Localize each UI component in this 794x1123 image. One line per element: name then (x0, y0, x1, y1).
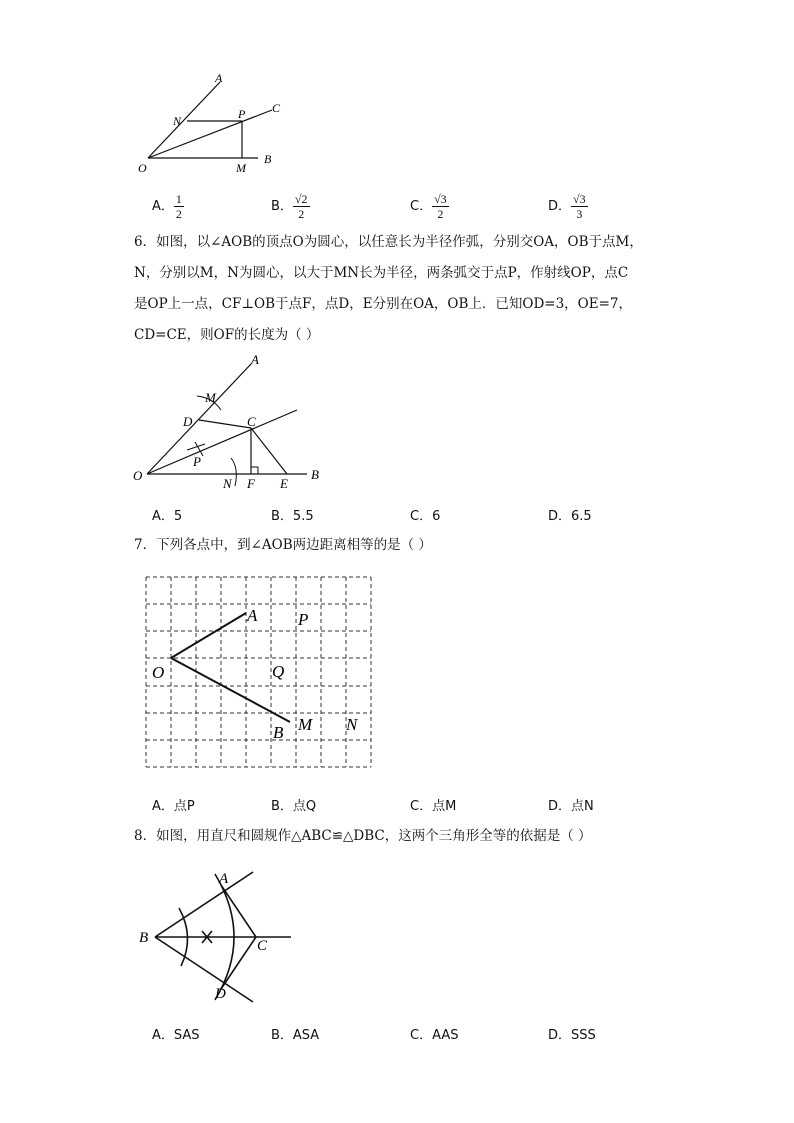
q8-option-c: C．AAS (410, 1028, 459, 1043)
q8-option-b: B．ASA (271, 1028, 320, 1043)
q5-figure (130, 70, 290, 180)
q8-label-d: D (215, 986, 226, 1002)
q5-label-m: M (236, 161, 246, 175)
q6-label-c: C (247, 414, 256, 429)
q6-label-m: M (205, 390, 216, 405)
q7-option-c: C．点M (410, 799, 457, 814)
q7-label-a: A (247, 606, 258, 625)
q5-label-a: A (215, 71, 223, 85)
q6-stem-line4: CD=CE，则OF的长度为（ ） (134, 327, 320, 343)
q6-stem-line3: 是OP上一点，CF⊥OB于点F，点D，E分别在OA，OB上．已知OD=3，OE=7， (134, 296, 632, 312)
q6-option-a: A．5 (152, 509, 183, 524)
q5-option-c: C． $\frac{√3}{2}$ (410, 192, 447, 221)
q6-label-n: N (223, 476, 232, 491)
q6-label-o: O (133, 468, 143, 483)
q6-label-e: E (280, 476, 288, 491)
q7-option-a: A．点P (152, 799, 195, 814)
q5-option-b: B． $\frac{√2}{2}$ (271, 192, 308, 221)
q6-option-c: C．6 (410, 509, 441, 524)
q8-figure (135, 862, 300, 1007)
q8-stem: 8．如图，用直尺和圆规作△ABC≌△DBC，这两个三角形全等的依据是（ ） (134, 828, 592, 844)
q7-option-d: D．点N (548, 799, 594, 814)
q5-label-c: C (272, 101, 281, 115)
q6-option-d: D．6.5 (548, 509, 592, 524)
q5-label-p: P (238, 107, 246, 121)
q6-label-d: D (183, 414, 193, 429)
q5-option-a: A． $\frac{1}{2}$ (152, 192, 182, 221)
q5-label-o: O (138, 161, 147, 175)
q7-option-b: B．点Q (271, 799, 317, 814)
q7-label-q: Q (272, 662, 285, 681)
q6-figure (125, 350, 335, 495)
q6-stem-line1: 6．如图，以∠AOB的顶点O为圆心，以任意长为半径作弧，分别交OA，OB于点M， (134, 234, 643, 250)
q8-label-b: B (139, 930, 149, 946)
q6-label-p: P (193, 454, 201, 469)
q8-option-d: D．SSS (548, 1028, 596, 1043)
q5-label-b: B (264, 152, 272, 166)
q7-label-o: O (152, 663, 165, 682)
q7-label-n: N (346, 715, 358, 734)
q7-label-m: M (298, 715, 313, 734)
q7-grid-figure (140, 570, 380, 775)
q7-stem: 7．下列各点中，到∠AOB两边距离相等的是（ ） (134, 537, 432, 553)
q7-label-p: P (298, 610, 309, 629)
q8-option-a: A．SAS (152, 1028, 200, 1043)
q6-label-b: B (311, 467, 319, 482)
q8-label-c: C (257, 938, 268, 954)
q6-label-f: F (247, 476, 255, 491)
q5-option-d: D． $\frac{√3}{3}$ (548, 192, 586, 221)
q7-label-b: B (273, 723, 284, 742)
q6-stem-line2: N，分别以M，N为圆心，以大于MN长为半径，两条弧交于点P，作射线OP，点C (134, 265, 629, 281)
q8-label-a: A (219, 871, 229, 887)
q6-option-b: B．5.5 (271, 509, 314, 524)
q5-label-n: N (173, 114, 182, 128)
q6-label-a: A (251, 352, 259, 367)
